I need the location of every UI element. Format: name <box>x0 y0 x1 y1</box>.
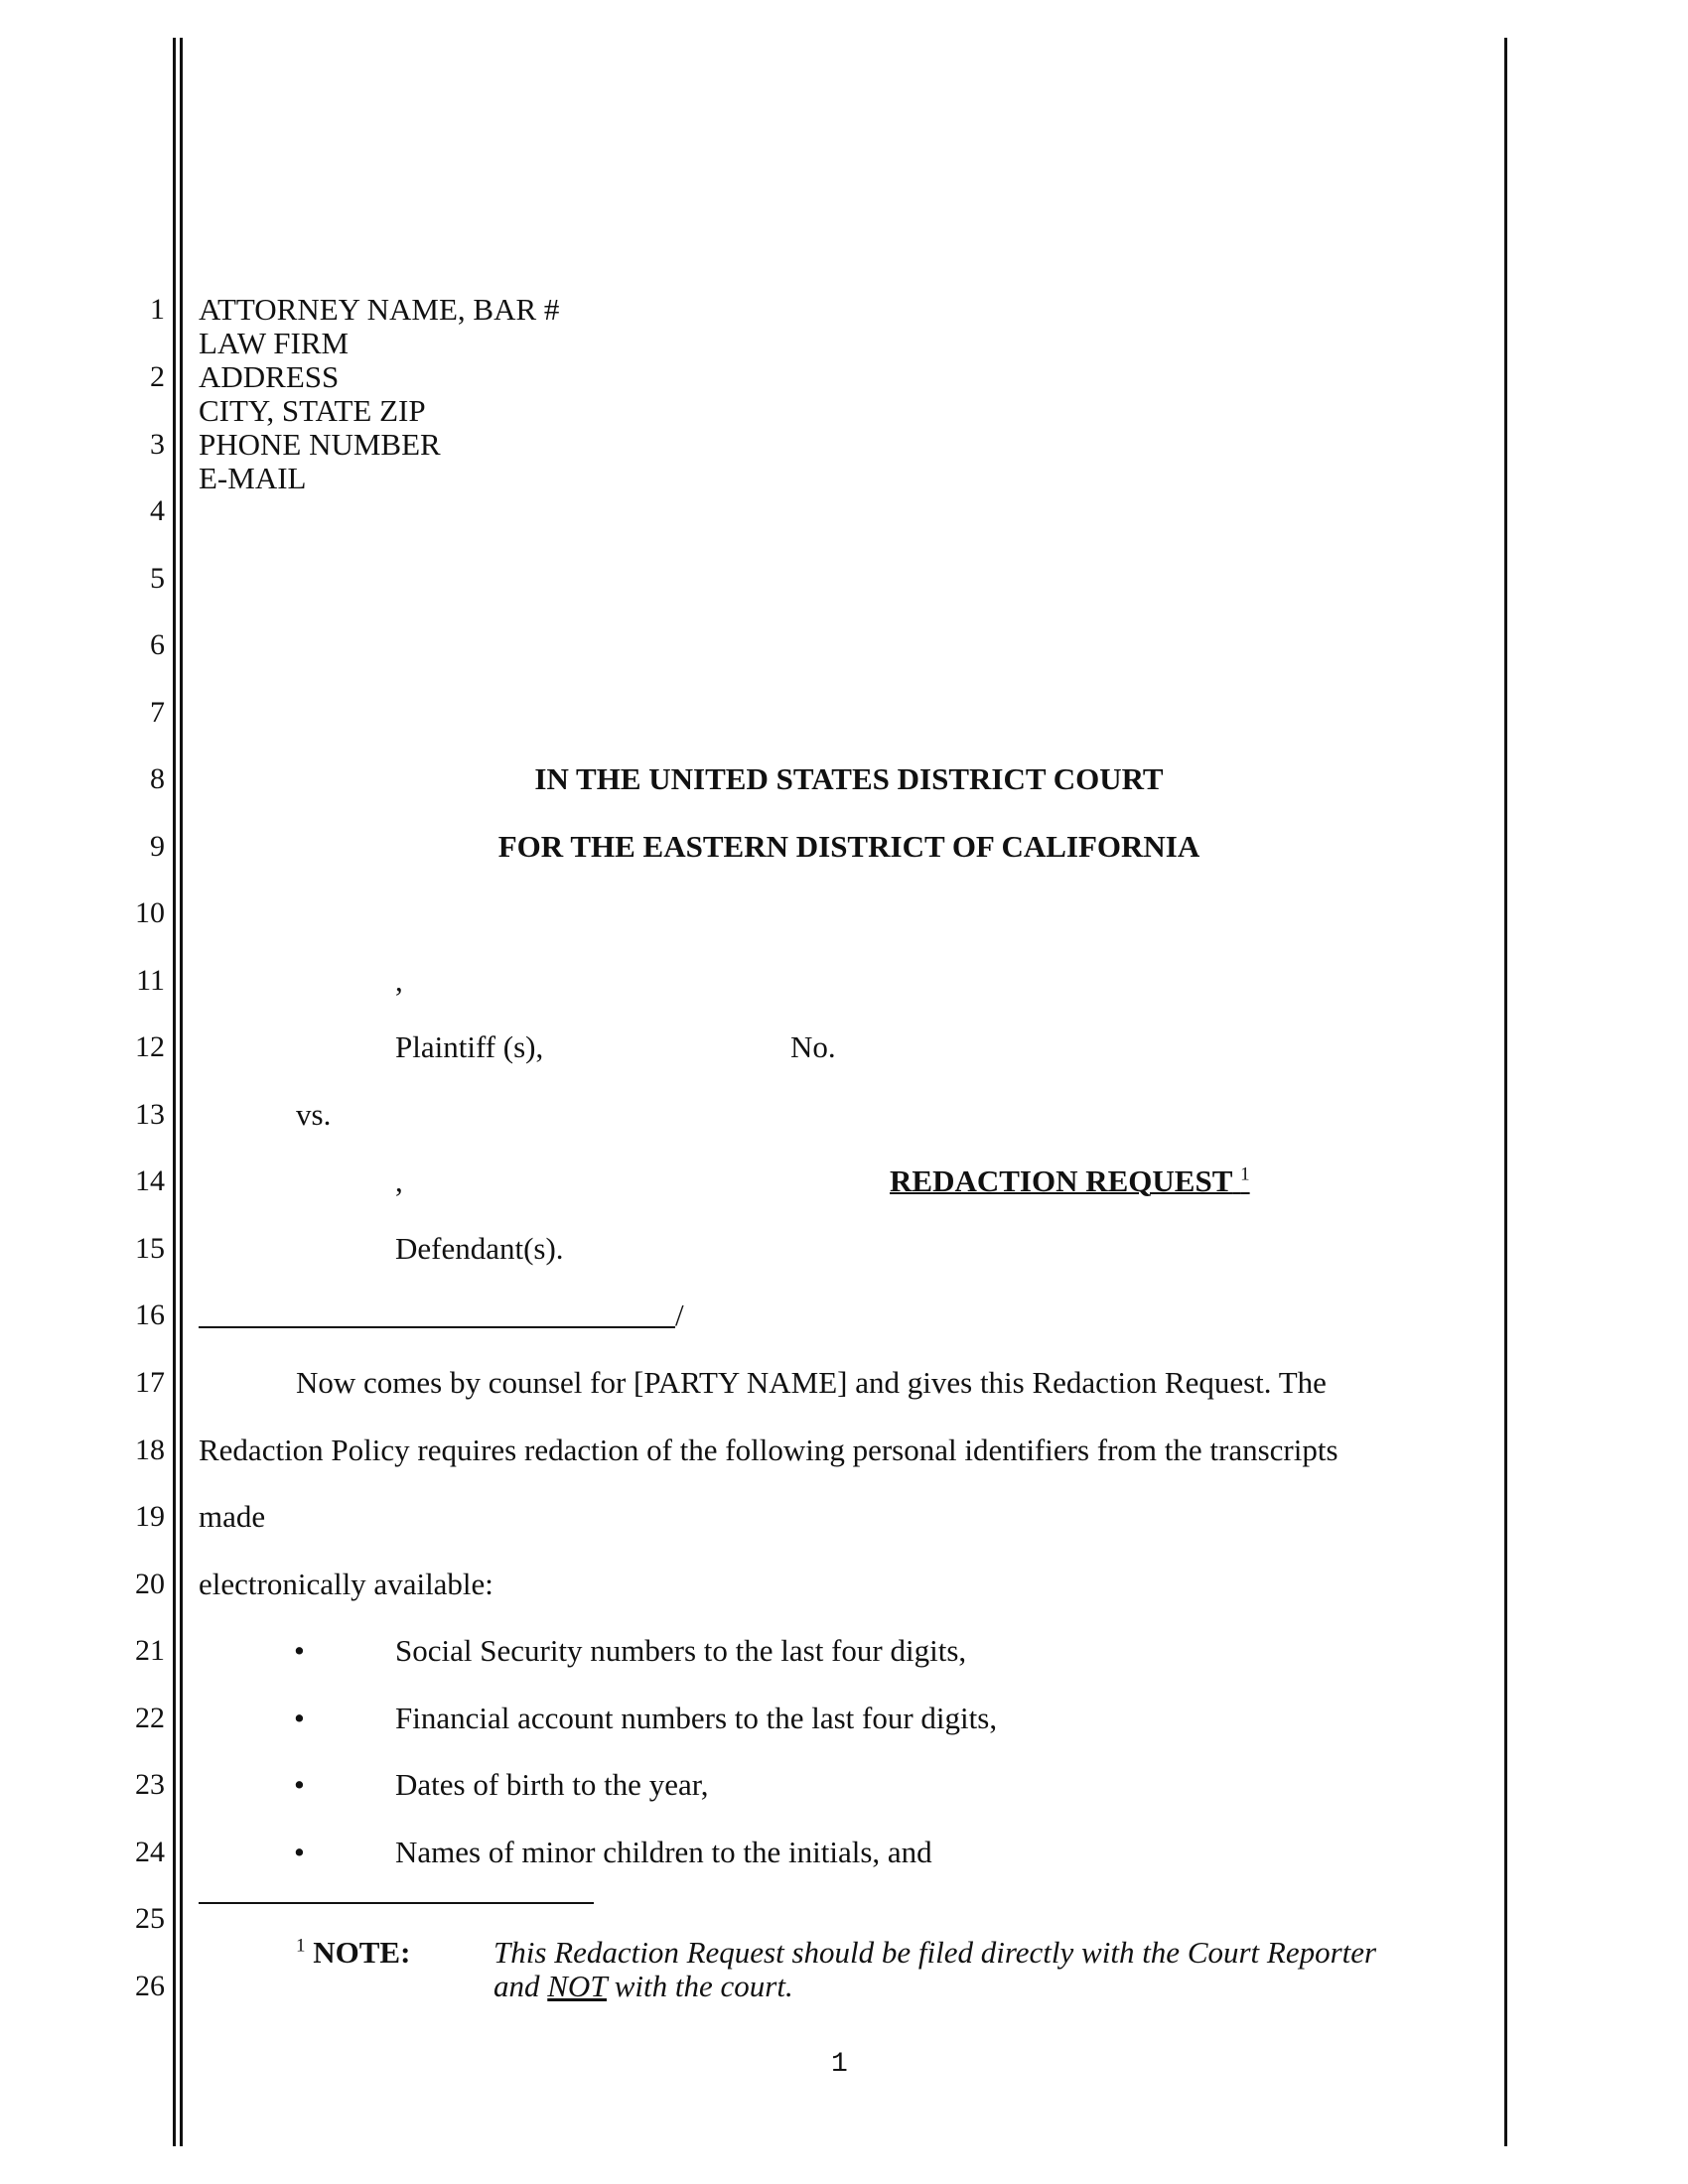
line-number: 4 <box>150 494 165 527</box>
line-number: 18 <box>135 1433 165 1466</box>
list-item: Social Security numbers to the last four digits, <box>395 1633 967 1668</box>
list-item: Names of minor children to the initials, and <box>395 1835 932 1869</box>
left-margin-rule-inner <box>180 38 183 2146</box>
court-title-line-1: IN THE UNITED STATES DISTRICT COURT <box>534 761 1164 796</box>
line-number: 11 <box>136 964 165 997</box>
line-number: 5 <box>150 562 165 595</box>
paragraph-line: made <box>199 1499 266 1534</box>
plaintiff-label: Plaintiff (s), <box>395 1029 544 1064</box>
footnote-marker: 1 <box>296 1935 306 1957</box>
line-number: 16 <box>135 1298 165 1331</box>
paragraph-line: electronically available: <box>199 1567 493 1601</box>
footnote-separator <box>199 1902 594 1904</box>
case-number-label: No. <box>790 1029 836 1064</box>
line-number: 6 <box>150 628 165 661</box>
line-number: 21 <box>135 1634 165 1667</box>
footnote-text-not: NOT <box>547 1969 607 2003</box>
law-firm: LAW FIRM <box>199 326 350 360</box>
document-title <box>890 1164 1250 1198</box>
bullet-icon: • <box>294 1835 305 1869</box>
bullet-icon: • <box>294 1701 305 1735</box>
bullet-icon: • <box>294 1767 305 1802</box>
paragraph-line: Now comes by counsel for [PARTY NAME] and gives this Redaction Request. The <box>296 1365 1327 1400</box>
line-number: 15 <box>135 1232 165 1265</box>
line-number: 8 <box>150 762 165 795</box>
line-number: 20 <box>135 1568 165 1600</box>
bullet-icon: • <box>294 1633 305 1668</box>
address: ADDRESS <box>199 359 340 394</box>
footnote-text-end: with the court. <box>607 1969 793 2003</box>
line-number: 17 <box>135 1366 165 1399</box>
court-title-line-2: FOR THE EASTERN DISTRICT OF CALIFORNIA <box>497 829 1200 864</box>
footnote-label <box>296 1936 410 1970</box>
line-number: 14 <box>135 1164 165 1197</box>
city-state-zip: CITY, STATE ZIP <box>199 393 426 428</box>
defendant-name-comma: , <box>395 1163 403 1198</box>
page-number: 1 <box>831 2049 848 2080</box>
plaintiff-name-comma: , <box>395 963 403 998</box>
attorney-name: ATTORNEY NAME, BAR # <box>199 292 560 327</box>
phone-number: PHONE NUMBER <box>199 427 441 462</box>
footnote-text-and: and <box>493 1969 548 2003</box>
line-number: 1 <box>150 293 165 326</box>
paragraph-line: Redaction Policy requires redaction of the following personal identifiers from the transcripts <box>199 1433 1338 1467</box>
line-number: 24 <box>135 1836 165 1868</box>
line-number: 26 <box>135 1970 165 2002</box>
line-number: 25 <box>135 1902 165 1935</box>
caption-slash: / <box>675 1297 684 1332</box>
footnote-note-label: NOTE: <box>313 1935 411 1970</box>
line-number: 7 <box>150 696 165 729</box>
list-item: Financial account numbers to the last four digits, <box>395 1701 998 1735</box>
versus: vs. <box>296 1097 332 1132</box>
defendant-label: Defendant(s). <box>395 1231 564 1266</box>
line-number: 22 <box>135 1702 165 1734</box>
footnote-reference: 1 <box>1240 1163 1250 1185</box>
left-margin-rule-outer <box>173 38 176 2146</box>
footnote-text-line-2 <box>493 1970 793 2003</box>
right-margin-rule <box>1504 38 1507 2146</box>
line-number: 10 <box>135 896 165 929</box>
footnote-text-line-1: This Redaction Request should be filed directly with the Court Reporter <box>493 1935 1377 1970</box>
line-number: 19 <box>135 1500 165 1533</box>
line-number: 12 <box>135 1030 165 1063</box>
caption-signature-line <box>199 1326 675 1328</box>
list-item: Dates of birth to the year, <box>395 1767 709 1802</box>
line-number: 2 <box>150 360 165 393</box>
line-number: 9 <box>150 830 165 863</box>
line-number: 3 <box>150 428 165 461</box>
line-number: 13 <box>135 1098 165 1131</box>
line-number: 23 <box>135 1768 165 1801</box>
e-mail: E-MAIL <box>199 461 307 495</box>
document-title-text: REDACTION REQUEST <box>890 1163 1233 1198</box>
